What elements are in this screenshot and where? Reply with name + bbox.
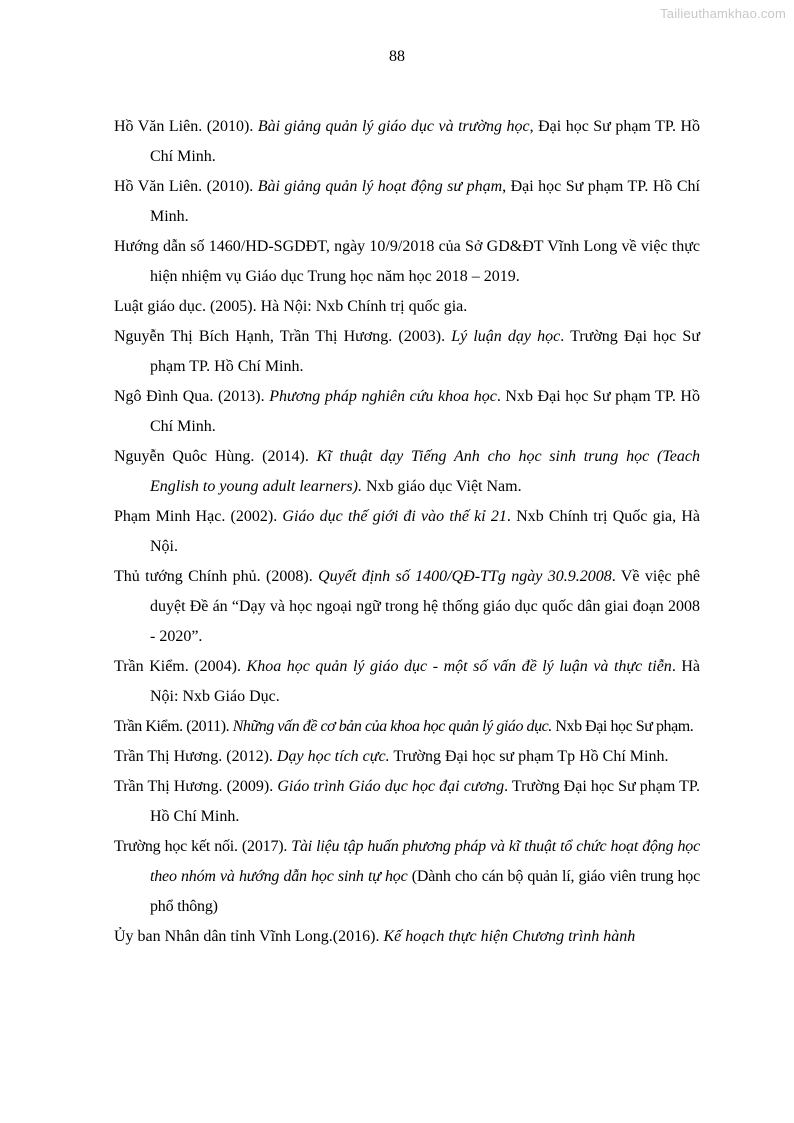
reference-item: Phạm Minh Hạc. (2002). Giáo dục thế giới đi vào thế kỉ 21. Nxb Chính trị Quốc gia, Hà Nội. (114, 508, 701, 555)
reference-item: Trần Thị Hương. (2012). Dạy học tích cực. Trường Đại học sư phạm Tp Hồ Chí Minh. (114, 748, 669, 765)
reference-item: Hồ Văn Liên. (2010). Bài giảng quản lý giáo dục và trường học, Đại học Sư phạm TP. Hồ Chí Minh. (114, 118, 701, 165)
reference-list (114, 112, 700, 952)
page-number: 88 (389, 48, 405, 65)
reference-item: Ngô Đình Qua. (2013). Phương pháp nghiên cứu khoa học. Nxb Đại học Sư phạm TP. Hồ Chí Minh. (114, 388, 700, 435)
reference-item: Hướng dẫn số 1460/HD-SGDĐT, ngày 10/9/2018 của Sở GD&ĐT Vĩnh Long về việc thực hiện nhiệm vụ Giáo dục Trung học năm học 2018 – 2019. (114, 238, 700, 285)
reference-item: Nguyễn Quôc Hùng. (2014). Kĩ thuật dạy Tiếng Anh cho học sinh trung học (Teach English to young adult learners). Nxb giáo dục Việt Nam. (114, 448, 701, 495)
reference-item: Trần Thị Hương. (2009). Giáo trình Giáo dục học đại cương. Trường Đại học Sư phạm TP. Hồ Chí Minh. (114, 778, 700, 825)
reference-item: Ủy ban Nhân dân tỉnh Vĩnh Long.(2016). Kế hoạch thực hiện Chương trình hành (114, 928, 636, 945)
reference-item: Luật giáo dục. (2005). Hà Nội: Nxb Chính trị quốc gia. (114, 298, 468, 315)
reference-item: Nguyễn Thị Bích Hạnh, Trần Thị Hương. (2003). Lý luận dạy học. Trường Đại học Sư phạm TP. Hồ Chí Minh. (114, 328, 700, 375)
reference-item: Hồ Văn Liên. (2010). Bài giảng quản lý hoạt động sư phạm, Đại học Sư phạm TP. Hồ Chí Minh. (114, 178, 700, 225)
reference-item: Trần Kiểm. (2004). Khoa học quản lý giáo dục - một số vấn đề lý luận và thực tiễn. Hà Nội: Nxb Giáo Dục. (114, 658, 701, 705)
reference-item: Trần Kiểm. (2011). Những vấn đề cơ bản của khoa học quản lý giáo dục. Nxb Đại học Sư phạm. (114, 718, 694, 735)
reference-item: Thủ tướng Chính phủ. (2008). Quyết định số 1400/QĐ-TTg ngày 30.9.2008. Về việc phê duyệt Đề án “Dạy và học ngoại ngữ trong hệ thống giáo dục quốc dân giai đoạn 2008 - 2020”. (114, 568, 701, 645)
reference-item: Trường học kết nối. (2017). Tài liệu tập huấn phương pháp và kĩ thuật tổ chức hoạt động học theo nhóm và hướng dẫn học sinh tự học (Dành cho cán bộ quản lí, giáo viên trung học phổ thông) (114, 838, 700, 915)
watermark: Tailieuthamkhao.com (660, 6, 786, 21)
